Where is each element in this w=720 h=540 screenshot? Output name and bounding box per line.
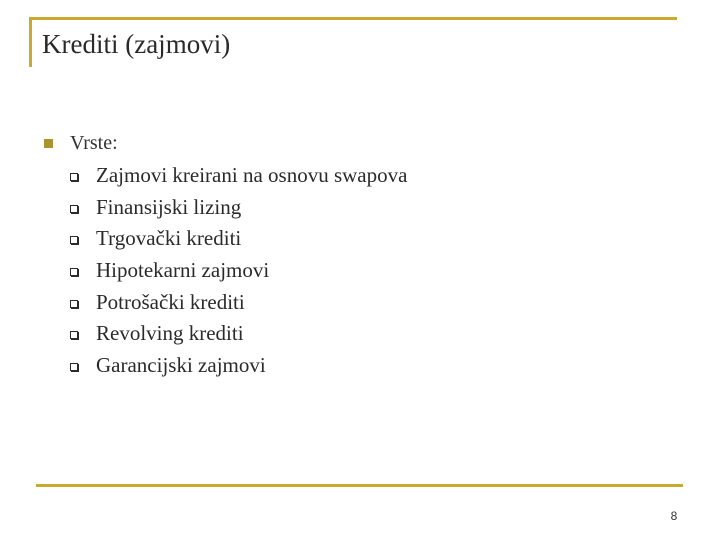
bullet-list-level-2	[70, 160, 670, 382]
list-item-label: Trgovački krediti	[96, 226, 242, 251]
list-item-label: Finansijski lizing	[96, 194, 242, 219]
list-item	[70, 287, 670, 319]
hollow-square-bullet-icon	[70, 331, 78, 339]
hollow-square-bullet-icon	[70, 205, 78, 213]
hollow-square-bullet-icon	[70, 300, 78, 308]
list-item-label: Potrošački krediti	[96, 289, 245, 314]
list-item-label: Garancijski zajmovi	[96, 353, 266, 378]
list-item-label: Revolving krediti	[96, 321, 244, 346]
page-number: 8	[670, 509, 678, 523]
square-bullet-icon	[44, 139, 53, 148]
list-item-label: Hipotekarni zajmovi	[96, 258, 270, 283]
list-item	[70, 223, 670, 255]
list-item-label: Zajmovi kreirani na osnovu swapova	[96, 163, 408, 187]
slide-title: Krediti (zajmovi)	[42, 29, 231, 59]
list-item	[70, 318, 670, 350]
hollow-square-bullet-icon	[70, 363, 78, 371]
bullet-list-level-1	[44, 129, 644, 157]
hollow-square-bullet-icon	[70, 268, 78, 276]
title-frame-left-line	[29, 17, 32, 67]
list-item	[44, 129, 644, 157]
list-item	[70, 350, 670, 382]
hollow-square-bullet-icon	[70, 236, 78, 244]
footer-divider	[36, 484, 683, 487]
list-item	[70, 255, 670, 287]
list-item	[70, 192, 670, 224]
hollow-square-bullet-icon	[70, 173, 78, 181]
list-item-label: Vrste:	[70, 132, 118, 154]
title-frame-top-line	[29, 17, 677, 20]
list-item	[70, 160, 670, 192]
